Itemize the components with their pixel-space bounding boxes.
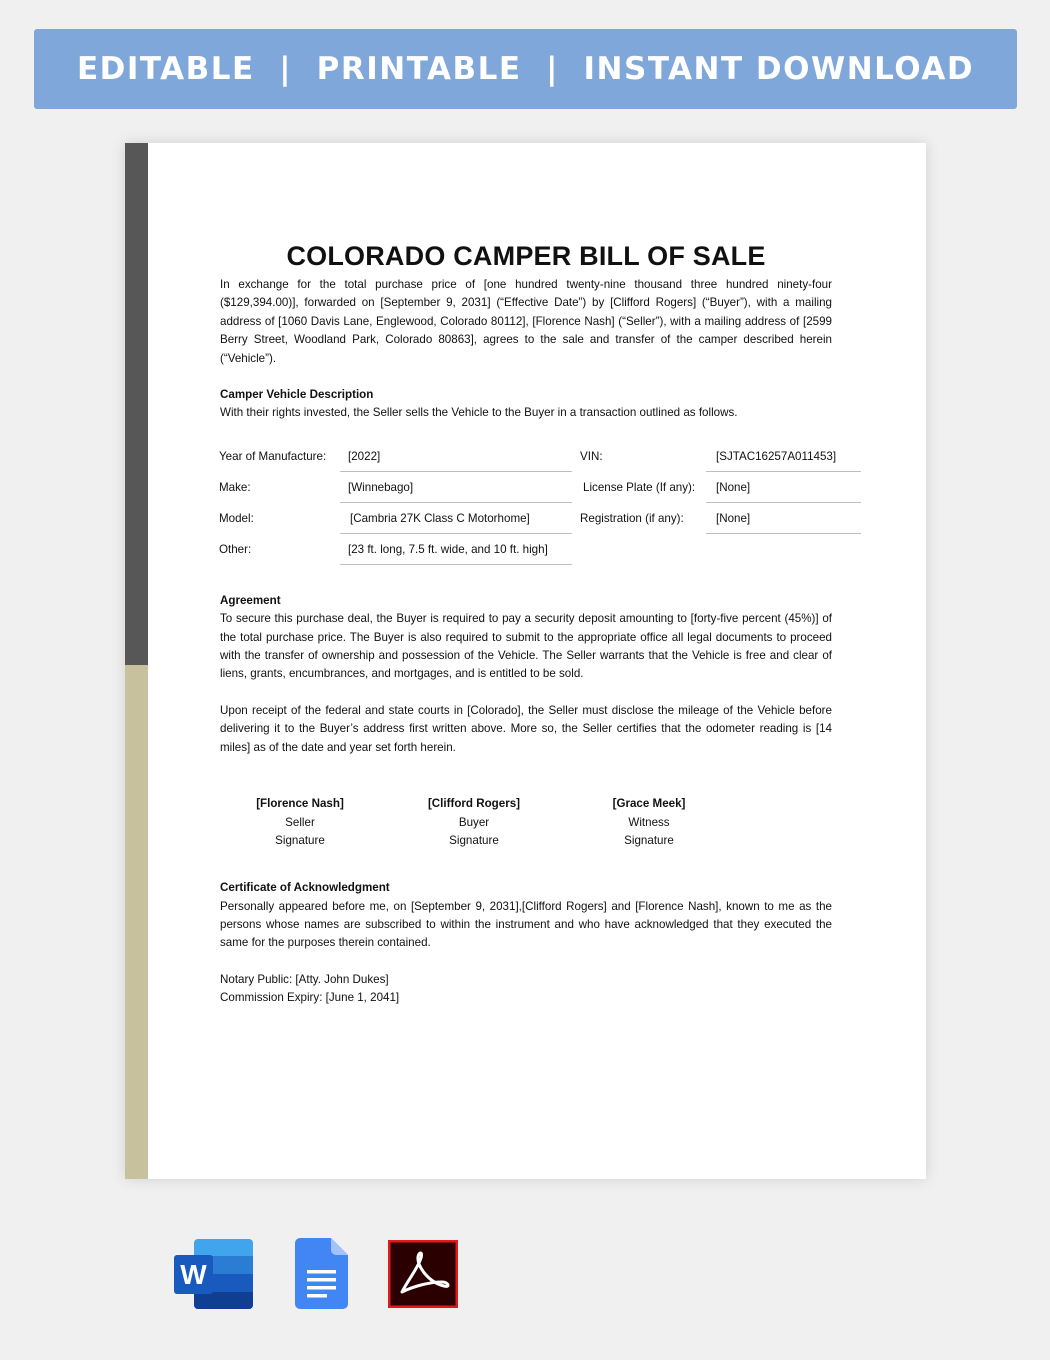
- model-label: Model:: [219, 511, 254, 525]
- agreement-paragraph-2: Upon receipt of the federal and state courts in [Colorado], the Seller must disclose the mileage of the Vehicle before delivering it to the Buyer’s address first written above. More so, the Seller certifies that the odometer reading is [14 miles] as of the date and year set forth herein.: [220, 703, 832, 754]
- seller-signature: [220, 795, 380, 850]
- witness-signature: [569, 795, 729, 850]
- document-title: COLORADO CAMPER BILL OF SALE: [286, 241, 766, 271]
- intro-paragraph: In exchange for the total purchase price of [one hundred twenty-nine thousand three hundred ninety-four ($129,394.00)], forwarded on [September 9, 2031] (“Effective Date”) by [Clifford Rogers] (“Buyer”), with a mailing address of [1060 Davis Lane, Englewood, Colorado 80112], [Florence Nash] (“Seller”), with a mailing address of [2599 Berry Street, Woodland Park, Colorado 80863], agrees to the sale and transfer of the camper described herein (“Vehicle”).: [220, 278, 832, 365]
- certificate-paragraph: Personally appeared before me, on [September 9, 2031],[Clifford Rogers] and [Florence Nash], known to me as the persons whose names are subscribed to within the instrument and who have acknowledged that they executed the same for the purposes therein contained.: [220, 899, 832, 950]
- seller-name: [Florence Nash]: [256, 797, 344, 811]
- model-value: [Cambria 27K Class C Motorhome]: [340, 503, 572, 534]
- vehicle-intro: With their rights invested, the Seller sells the Vehicle to the Buyer in a transaction outlined as follows.: [220, 406, 738, 420]
- witness-role: Witness: [628, 815, 670, 829]
- notary-line: Notary Public: [Atty. John Dukes]: [220, 972, 389, 986]
- commission-line: Commission Expiry: [June 1, 2041]: [220, 991, 400, 1005]
- agreement-heading: Agreement: [220, 593, 281, 607]
- witness-name: [Grace Meek]: [612, 797, 686, 811]
- document-page: [125, 143, 926, 1179]
- year-value: [2022]: [340, 441, 572, 472]
- plate-label: License Plate (If any):: [583, 480, 696, 494]
- document-content: [219, 238, 837, 1008]
- make-label: Make:: [219, 480, 251, 494]
- banner-text: EDITABLE | PRINTABLE | INSTANT DOWNLOAD: [76, 51, 975, 87]
- google-docs-icon[interactable]: [295, 1238, 349, 1310]
- side-stripe-dark: [125, 143, 148, 665]
- vin-value: [SJTAC16257A011453]: [706, 441, 861, 472]
- signature-block: [220, 795, 832, 855]
- side-stripe-tan: [125, 665, 148, 1179]
- witness-signature-label: Signature: [624, 833, 674, 847]
- certificate-heading: Certificate of Acknowledgment: [220, 881, 390, 895]
- format-icons: [0, 1238, 1050, 1313]
- seller-role: Seller: [285, 815, 315, 829]
- buyer-role: Buyer: [458, 815, 490, 829]
- vehicle-heading: Camper Vehicle Description: [220, 388, 374, 402]
- buyer-signature-label: Signature: [449, 833, 499, 847]
- buyer-signature: [394, 795, 554, 850]
- registration-value: [None]: [706, 503, 861, 534]
- word-icon[interactable]: [172, 1238, 256, 1310]
- vin-label: VIN:: [580, 449, 603, 463]
- pdf-icon[interactable]: [388, 1240, 458, 1308]
- seller-signature-label: Signature: [275, 833, 325, 847]
- plate-value: [None]: [706, 472, 861, 503]
- other-label: Other:: [219, 542, 252, 556]
- year-label: Year of Manufacture:: [219, 449, 327, 463]
- make-value: [Winnebago]: [340, 472, 572, 503]
- top-banner: [34, 29, 1017, 109]
- vehicle-details-table: [219, 441, 837, 574]
- buyer-name: [Clifford Rogers]: [427, 797, 521, 811]
- agreement-paragraph-1: To secure this purchase deal, the Buyer is required to pay a security deposit amounting to [forty-five percent (45%)] of the total purchase price. The Buyer is also required to submit to the appropriate office all legal documents to proceed with the transfer of ownership and possession of the Vehicle. The Seller warrants that the Vehicle is free and clear of liens, grants, encumbrances, and mortgages, and is entitled to be sold.: [220, 612, 832, 681]
- other-value: [23 ft. long, 7.5 ft. wide, and 10 ft. high]: [340, 534, 572, 565]
- word-icon-letter: W: [180, 1259, 207, 1290]
- registration-label: Registration (if any):: [580, 511, 684, 525]
